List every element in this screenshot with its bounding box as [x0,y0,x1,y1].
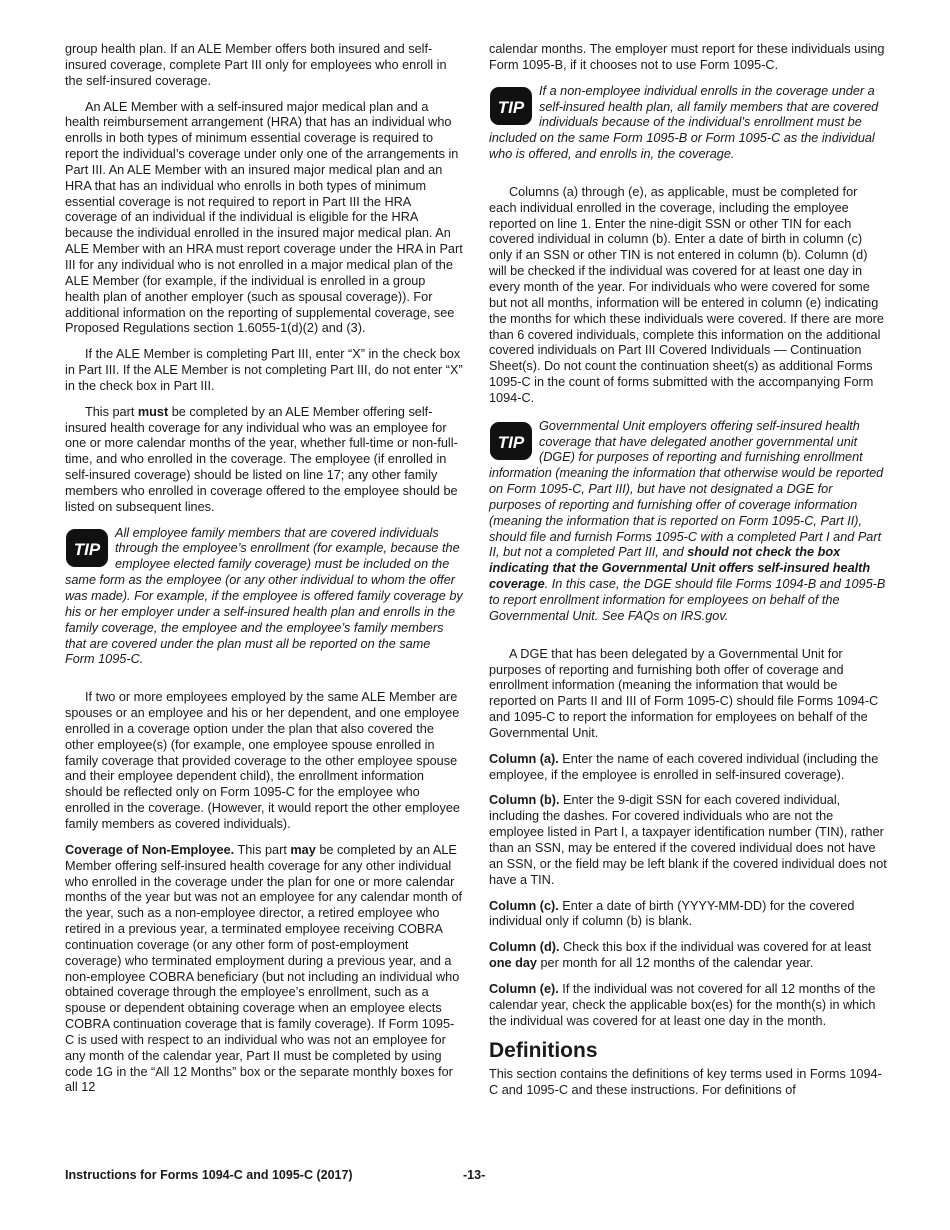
paragraph: calendar months. The employer must report for these individuals using Form 1095-B, if it chooses not to use Form 1095-C. [489,42,885,72]
column-b-paragraph: Column (b). Enter the 9-digit SSN for each covered individual, including the dashes. For covered individuals who are not the employee listed in Part I, a taxpayer identification number (TIN), rather than an SSN, may be entered if the covered individual does not have an SSN, or the field may be left blank if the covered individual does not have a TIN. [489,793,887,887]
paragraph: This section contains the definitions of key terms used in Forms 1094-C and 1095-C and these instructions. For definitions of [489,1067,882,1098]
footer-title: Instructions for Forms 1094-C and 1095-C (2017) [65,1168,353,1182]
tip-text-b: . In this case, the DGE should file Forms 1094-B and 1095-B to report enrollment information for employees on behalf of the Governmental Unit. See FAQs on IRS.gov. [489,577,886,623]
paragraph: Coverage of Non-Employee. This part may be completed by an ALE Member offering self-insured health coverage for any other individual who enrolled in the coverage under the plan for one or more calendar months of the year but was not an employee for any calendar month of the year, such as a non-employee director, a retired employee who retired in a previous year, a terminated employee receiving COBRA continuation coverage (or any other form of post-employment coverage) who terminated employment during a previous year, and a non-employee COBRA beneficiary (but not including an individual who obtained coverage through the employee’s enrollment, such as a spouse or dependent obtaining coverage when an employee elects COBRA continuation coverage that is family coverage). If Form 1095-C is used with respect to an individual who was not an employee for any month of the calendar year, Part II must be completed by using code 1G in the “All 12 Months” box or the separate monthly boxes for all 12 [65,842,463,1095]
column-a-paragraph: Column (a). Enter the name of each covered individual (including the employee, if the employee is enrolled in self-insured coverage). [489,751,879,782]
tip-label: TIP [73,539,101,559]
paragraph: group health plan. If an ALE Member offers both insured and self-insured coverage, complete Part III only for employees who enroll in the self-insured coverage. [65,42,447,88]
tip-text: If a non-employee individual enrolls in the coverage under a self-insured health plan, all family members that are covered individuals because of the individual’s enrollment must be included on the same Form 1095-B or Form 1095-C as the individual who is offered, and enrolls in, the coverage. [489,83,879,162]
paragraph: If two or more employees employed by the same ALE Member are spouses or an employee and his or her dependent, and one employee enrolled in a coverage option under the plan that also covered the other employee(s) (for example, one employee spouse enrolled in family coverage that provided coverage to the other employee spouse and their employee dependent child), the enrollment information should be reflected only on Form 1095-C for the employee who enrolled in the coverage. (However, it would report the other employee family members as covered individuals). [65,690,460,831]
paragraph: This part must be completed by an ALE Member offering self-insured health coverage for any individual who was an employee for one or more calendar months of the year, whether full-time or non-full-time, and who enrolled in the coverage. The employee (if enrolled in self-insured coverage) should be listed on line 17; any other family members who enrolled in coverage offered to the employee should be listed on subsequent lines. [65,404,458,514]
column-c-paragraph: Column (c). Enter a date of birth (YYYY-MM-DD) for the covered individual only if column (b) is blank. [489,898,855,929]
tip-box [65,526,463,669]
tip-icon [489,421,533,461]
right-column [489,42,887,1109]
paragraph: Columns (a) through (e), as applicable, must be completed for each individual enrolled in the coverage, including the employee reported on line 1. Enter the nine-digit SSN or other TIN for each covered individual in column (b). Enter a date of birth in column (c) only if an SSN or other TIN is not entered in column (b). Column (d) will be checked if the individual was covered for at least one day in every month of the year. For individuals who were covered for some but not all months, information will be entered in column (e) indicating the months for which these individuals were covered. If there are more than 6 covered individuals, complete this information on the additional covered individuals on Part III Covered Individuals — Continuation Sheet(s). Do not count the continuation sheet(s) as additional Forms 1095-C in the count of forms submitted with the accompanying Form 1094-C. [489,184,884,405]
tip-label: TIP [497,432,525,452]
tip-text-a: Governmental Unit employers offering self-insured health coverage that have delegated another governmental unit (DGE) for purposes of reporting and furnishing enrollment information (meaning the information that otherwise would be reported on Form 1095-C, Part III), but have not designated a DGE for purposes of reporting and furnishing offer of coverage information (meaning the information that is reported on Form 1095-C, Part II), should file and furnish Forms 1095-C with a completed Part I and Part II, but not a completed Part III, and [489,418,884,560]
tip-icon [489,86,533,126]
column-e-paragraph: Column (e). If the individual was not covered for all 12 months of the calendar year, check the applicable box(es) for the month(s) in which the individual was covered for at least one day in the month. [489,981,876,1028]
section-heading: Definitions [489,1039,598,1063]
tip-icon [65,528,109,568]
page-number: -13- [463,1168,486,1182]
paragraph: An ALE Member with a self-insured major medical plan and a health reimbursement arrangement (HRA) that has an individual who enrolls in both types of minimum essential coverage is required to report the individual’s coverage under only one of the arrangements in Part III. An ALE Member with an insured major medical plan and an HRA that has an individual who enrolls in both types of minimum essential coverage is not required to report in Part III the HRA coverage of an individual if the individual is eligible for the HRA because the individual enrolled in the insured major medical plan. An ALE Member with an HRA must report coverage under the HRA in Part III for any individual who is not enrolled in a major medical plan of the ALE Member (for example, if the individual is enrolled in a group health plan of another employer (such as spousal coverage)). For additional information on the reporting of supplemental coverage, see Proposed Regulations section 1.6055-1(d)(2) and (3). [65,99,463,336]
tip-text-bold: should not check the box indicating that the Governmental Unit offers self-insured health coverage [489,545,871,592]
tip-box [489,84,887,163]
tip-label: TIP [497,97,525,117]
column-d-paragraph: Column (d). Check this box if the individual was covered for at least one day per month for all 12 months of the calendar year. [489,940,872,971]
tip-text: All employee family members that are covered individuals through the employee’s enrollment (for example, because the employee elected family coverage) must be included on the same form as the employee (or any other individual to whom the offer was made). For example, if the employee is offered family coverage by his or her employer under a self-insured health plan and enrolls in the family coverage, the employee and the employee’s family members that are covered under the plan must all be reported on the same Form 1095-C. [65,525,463,667]
paragraph: A DGE that has been delegated by a Governmental Unit for purposes of reporting and furnishing both offer of coverage and enrollment information (meaning the information that would be reported on Parts II and III of Form 1095-C) should file Forms 1094-C and 1095-C to report the information for employees on behalf of the Governmental Unit. [489,646,879,740]
paragraph: If the ALE Member is completing Part III, enter “X” in the check box in Part III. If the ALE Member is not completing Part III, do not enter “X” in the check box in Part III. [65,347,463,393]
tip-box [489,419,887,625]
left-column [65,42,463,1106]
